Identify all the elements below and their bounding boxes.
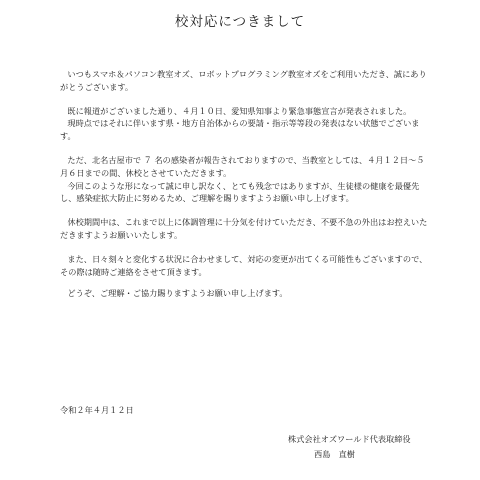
paragraph-declaration: 既に報道がございました通り、４月１０日、愛知県知事より緊急事態宣言が発表されました。 — [67, 105, 412, 116]
signature-name: 西島 直樹 — [314, 449, 355, 459]
signature-company: 株式会社オズワールド代表取締役 — [288, 434, 411, 444]
signature-block — [288, 432, 411, 462]
page-title: 校対応につきまして — [174, 14, 306, 30]
paragraph-current-status: 現時点ではそれに伴います県・地方自治体からの要請・指示等等段の発表はない状態でございます。 — [60, 118, 420, 142]
letter-body — [60, 68, 430, 300]
paragraph-closing: どうぞ、ご理解・ご協力賜りますようお願い申し上げます。 — [67, 288, 288, 299]
paragraph-health-request: 休校期間中は、これまで以上に体調管理に十分気を付けていただき、不要不急の外出はお控えいただきますようお願いいたします。 — [60, 217, 428, 240]
paragraph-apology: 今回このような形になって誠に申し訳なく、とても残念ではありますが、生徒様の健康を最優先し、感染症拡大防止に努めるため、ご理解を賜りますようお願い申し上げます。 — [60, 180, 420, 204]
paragraph-updates: また、日々刻々と変化する状況に合わせまして、対応の変更が出てくる可能性もございますので、その際は随時ご連絡をさせて頂きます。 — [60, 253, 428, 277]
letter-date: 令和２年４月１２日 — [60, 405, 134, 415]
paragraph-greeting: いつもスマホ＆パソコン教室オズ、ロボットプログラミング教室オズをご利用いただき、誠にありがとうございます。 — [60, 69, 427, 92]
paragraph-closure: ただ、北名古屋市で ７ 名の感染者が報告されておりますので、当教室としては、４月１２日～５月６日までの間、休校とさせていただきます。 — [60, 154, 425, 178]
